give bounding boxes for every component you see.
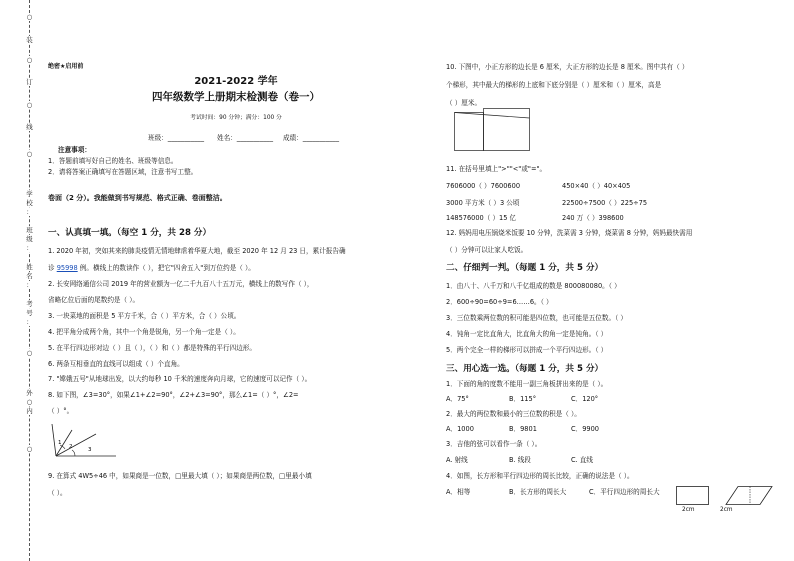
rect-dimension: 2cm (682, 507, 695, 513)
option-item: B. 线段 (509, 456, 531, 464)
option-item: C. 直线 (571, 456, 593, 464)
angle-diagram (50, 420, 120, 460)
score-field: 成绩：___________ (283, 134, 340, 142)
q5: 5. 在平行四边形对边（ ）且（ ），（ ）和（ ）都是特殊的平行四边形。 (48, 344, 256, 352)
margin-char: ： (26, 244, 33, 252)
note-2: 2．请将答案正确填写在答题区域，注意书写工整。 (48, 168, 198, 176)
margin-char: 校 (26, 199, 33, 207)
q8-line2: （ ）°。 (48, 407, 74, 415)
margin-char: ○ (26, 150, 33, 158)
name-field: 姓名：___________ (217, 134, 274, 142)
judge-item: 1．由八十、八千万和八千亿组成的数是 800080080。（ ） (446, 282, 621, 290)
q1-line1: 1. 2020 年初，突如其来的肺炎疫情无情地肆虐着华夏大地，截至 2020 年 12 月 23 日，累计报告确 (48, 247, 346, 255)
svg-text:2: 2 (69, 444, 73, 450)
q7: 7. "嫦娥五号"从地球出发，以大约每秒 10 千米的速度奔向月球，它的速度可以记作（ ）。 (48, 375, 312, 383)
compare-item: 22500÷7500（ ）225÷75 (562, 199, 648, 207)
judge-item: 4．钝角一定比直角大，比直角大的角一定是钝角。（ ） (446, 330, 608, 338)
margin-char: 装 (26, 36, 33, 44)
judge-item: 5．两个完全一样的梯形可以拼成一个平行四边形。（ ） (446, 346, 608, 354)
q6: 6. 两条互相垂直的直线可以组成（ ）个直角。 (48, 360, 184, 368)
case-number: 95998 (56, 264, 78, 272)
option-item: B．115° (509, 395, 536, 403)
option-item: A．75° (446, 395, 469, 403)
q11-title: 11. 在括号里填上">""<"或"="。 (446, 165, 547, 173)
q1-line2: 诊 95998 例。横线上的数读作（ ），把它"四舍五入"到万位约是（ ）。 (48, 264, 255, 272)
judge-item: 3．三位数乘两位数的积可能是四位数，也可能是五位数。（ ） (446, 314, 628, 322)
secret-label: 绝密★启用前 (48, 63, 84, 70)
option-item: C．120° (571, 395, 599, 403)
margin-char: ： (26, 208, 33, 216)
choice-2: 2．最大的两位数和最小的三位数的积是（ ）。 (446, 410, 581, 418)
option-item: A. 射线 (446, 456, 468, 464)
margin-char: ○ (26, 56, 33, 64)
neatness-note: 卷面（2 分）。我能做到书写规范、格式正确、卷面整洁。 (48, 194, 227, 202)
q10-line3: （ ）厘米。 (446, 99, 482, 107)
margin-char: 外 (26, 389, 33, 397)
margin-char: 内 (26, 407, 33, 415)
margin-char: 线 (26, 123, 33, 131)
section-2-title: 二、仔细判一判。（每题 1 分，共 5 分） (446, 263, 604, 273)
option-item: A．相等 (446, 488, 471, 496)
q12-line1: 12. 妈妈用电压锅烧米饭要 10 分钟，洗菜需 3 分钟，烧菜需 8 分钟，妈妈最快需用 (446, 229, 693, 237)
choice-4: 4．如图，长方形和平行四边形的周长比较，正确的说法是（ ）。 (446, 472, 634, 480)
margin-char: 班 (26, 226, 33, 234)
compare-item: 148576000（ ）15 亿 (446, 214, 517, 222)
choice-3: 3．吉他的弦可以看作一条（ ）。 (446, 440, 542, 448)
margin-char: 订 (26, 78, 33, 86)
compare-item: 240 万（ ）398600 (562, 214, 624, 222)
q10-line2: 个梯形，其中最大的梯形的上底和下底分别是（ ）厘米和（ ）厘米，高是 (446, 81, 662, 89)
q9-line2: （ ）。 (48, 489, 67, 497)
exam-year: 2021-2022 学年 (194, 76, 278, 87)
choice-1: 1．下面的角的度数不能用一副三角板拼出来的是（ ）。 (446, 380, 608, 388)
margin-char: 考 (26, 300, 33, 308)
note-1: 1．答题前填写好自己的姓名、班级等信息。 (48, 157, 178, 165)
q3: 3. 一块菜地的面积是 5 平方千米，合（ ）平方米，合（ ）公顷。 (48, 312, 241, 320)
margin-char: ○ (26, 349, 33, 357)
option-item: C．平行四边形的周长大 (589, 488, 660, 496)
option-item: C．9900 (571, 425, 599, 433)
svg-text:3: 3 (88, 447, 92, 453)
margin-char: ○ (26, 101, 33, 109)
q2-line2: 省略亿位后面的尾数约是（ ）。 (48, 296, 140, 304)
q8-line1: 8. 如下图，∠3=30°，如果∠1+∠2=90°，∠2+∠3=90°，那么∠1=（ ）°，∠2= (48, 391, 299, 399)
option-item: A．1000 (446, 425, 474, 433)
q10-line1: 10. 下图中，小正方形的边长是 6 厘米，大正方形的边长是 8 厘米。图中共有（ ） (446, 63, 689, 71)
q12-line2: （ ）分钟可以让家人吃饭。 (446, 246, 528, 254)
option-item: B．长方形的周长大 (509, 488, 567, 496)
margin-char: 学 (26, 190, 33, 198)
compare-item: 3000 平方米（ ）3 公顷 (446, 199, 520, 207)
q4: 4. 把平角分成两个角，其中一个角是锐角，另一个角一定是（ ）。 (48, 328, 240, 336)
compare-item: 7606000（ ）7600600 (446, 182, 521, 190)
para-dimension: 2cm (720, 507, 733, 513)
margin-char: 姓 (26, 263, 33, 271)
margin-char: ○ (26, 13, 33, 21)
notes-title: 注意事项： (58, 146, 91, 154)
margin-char: ： (26, 318, 33, 326)
section-3-title: 三、用心选一选。（每题 1 分，共 5 分） (446, 364, 604, 374)
class-field: 班级：___________ (148, 134, 205, 142)
option-item: B．9801 (509, 425, 537, 433)
margin-char: 号 (26, 309, 33, 317)
q2-line1: 2. 长安网络通信公司 2019 年的营业额为一亿二千九百八十五万元，横线上的数写作（ ）， (48, 280, 314, 288)
trapezoid-figure (454, 108, 534, 154)
margin-char: 名 (26, 272, 33, 280)
compare-item: 450×40（ ）40×405 (562, 182, 631, 190)
exam-info: 考试时间：90 分钟；满分：100 分 (190, 115, 282, 121)
svg-text:1: 1 (58, 440, 62, 446)
margin-char: ○ (26, 445, 33, 453)
q9-line1: 9. 在算式 4W5÷46 中，如果商是一位数，□里最大填（ ）；如果商是两位数，□里最小填 (48, 472, 312, 480)
margin-char: ○ (26, 398, 33, 406)
section-1-title: 一、认真填一填。（每空 1 分，共 28 分） (48, 228, 212, 238)
judge-item: 2．600÷90=60÷9=6……6。（ ） (446, 298, 553, 306)
exam-title: 四年级数学上册期末检测卷（卷一） (152, 91, 320, 103)
margin-char: ： (26, 281, 33, 289)
margin-char: 级 (26, 235, 33, 243)
